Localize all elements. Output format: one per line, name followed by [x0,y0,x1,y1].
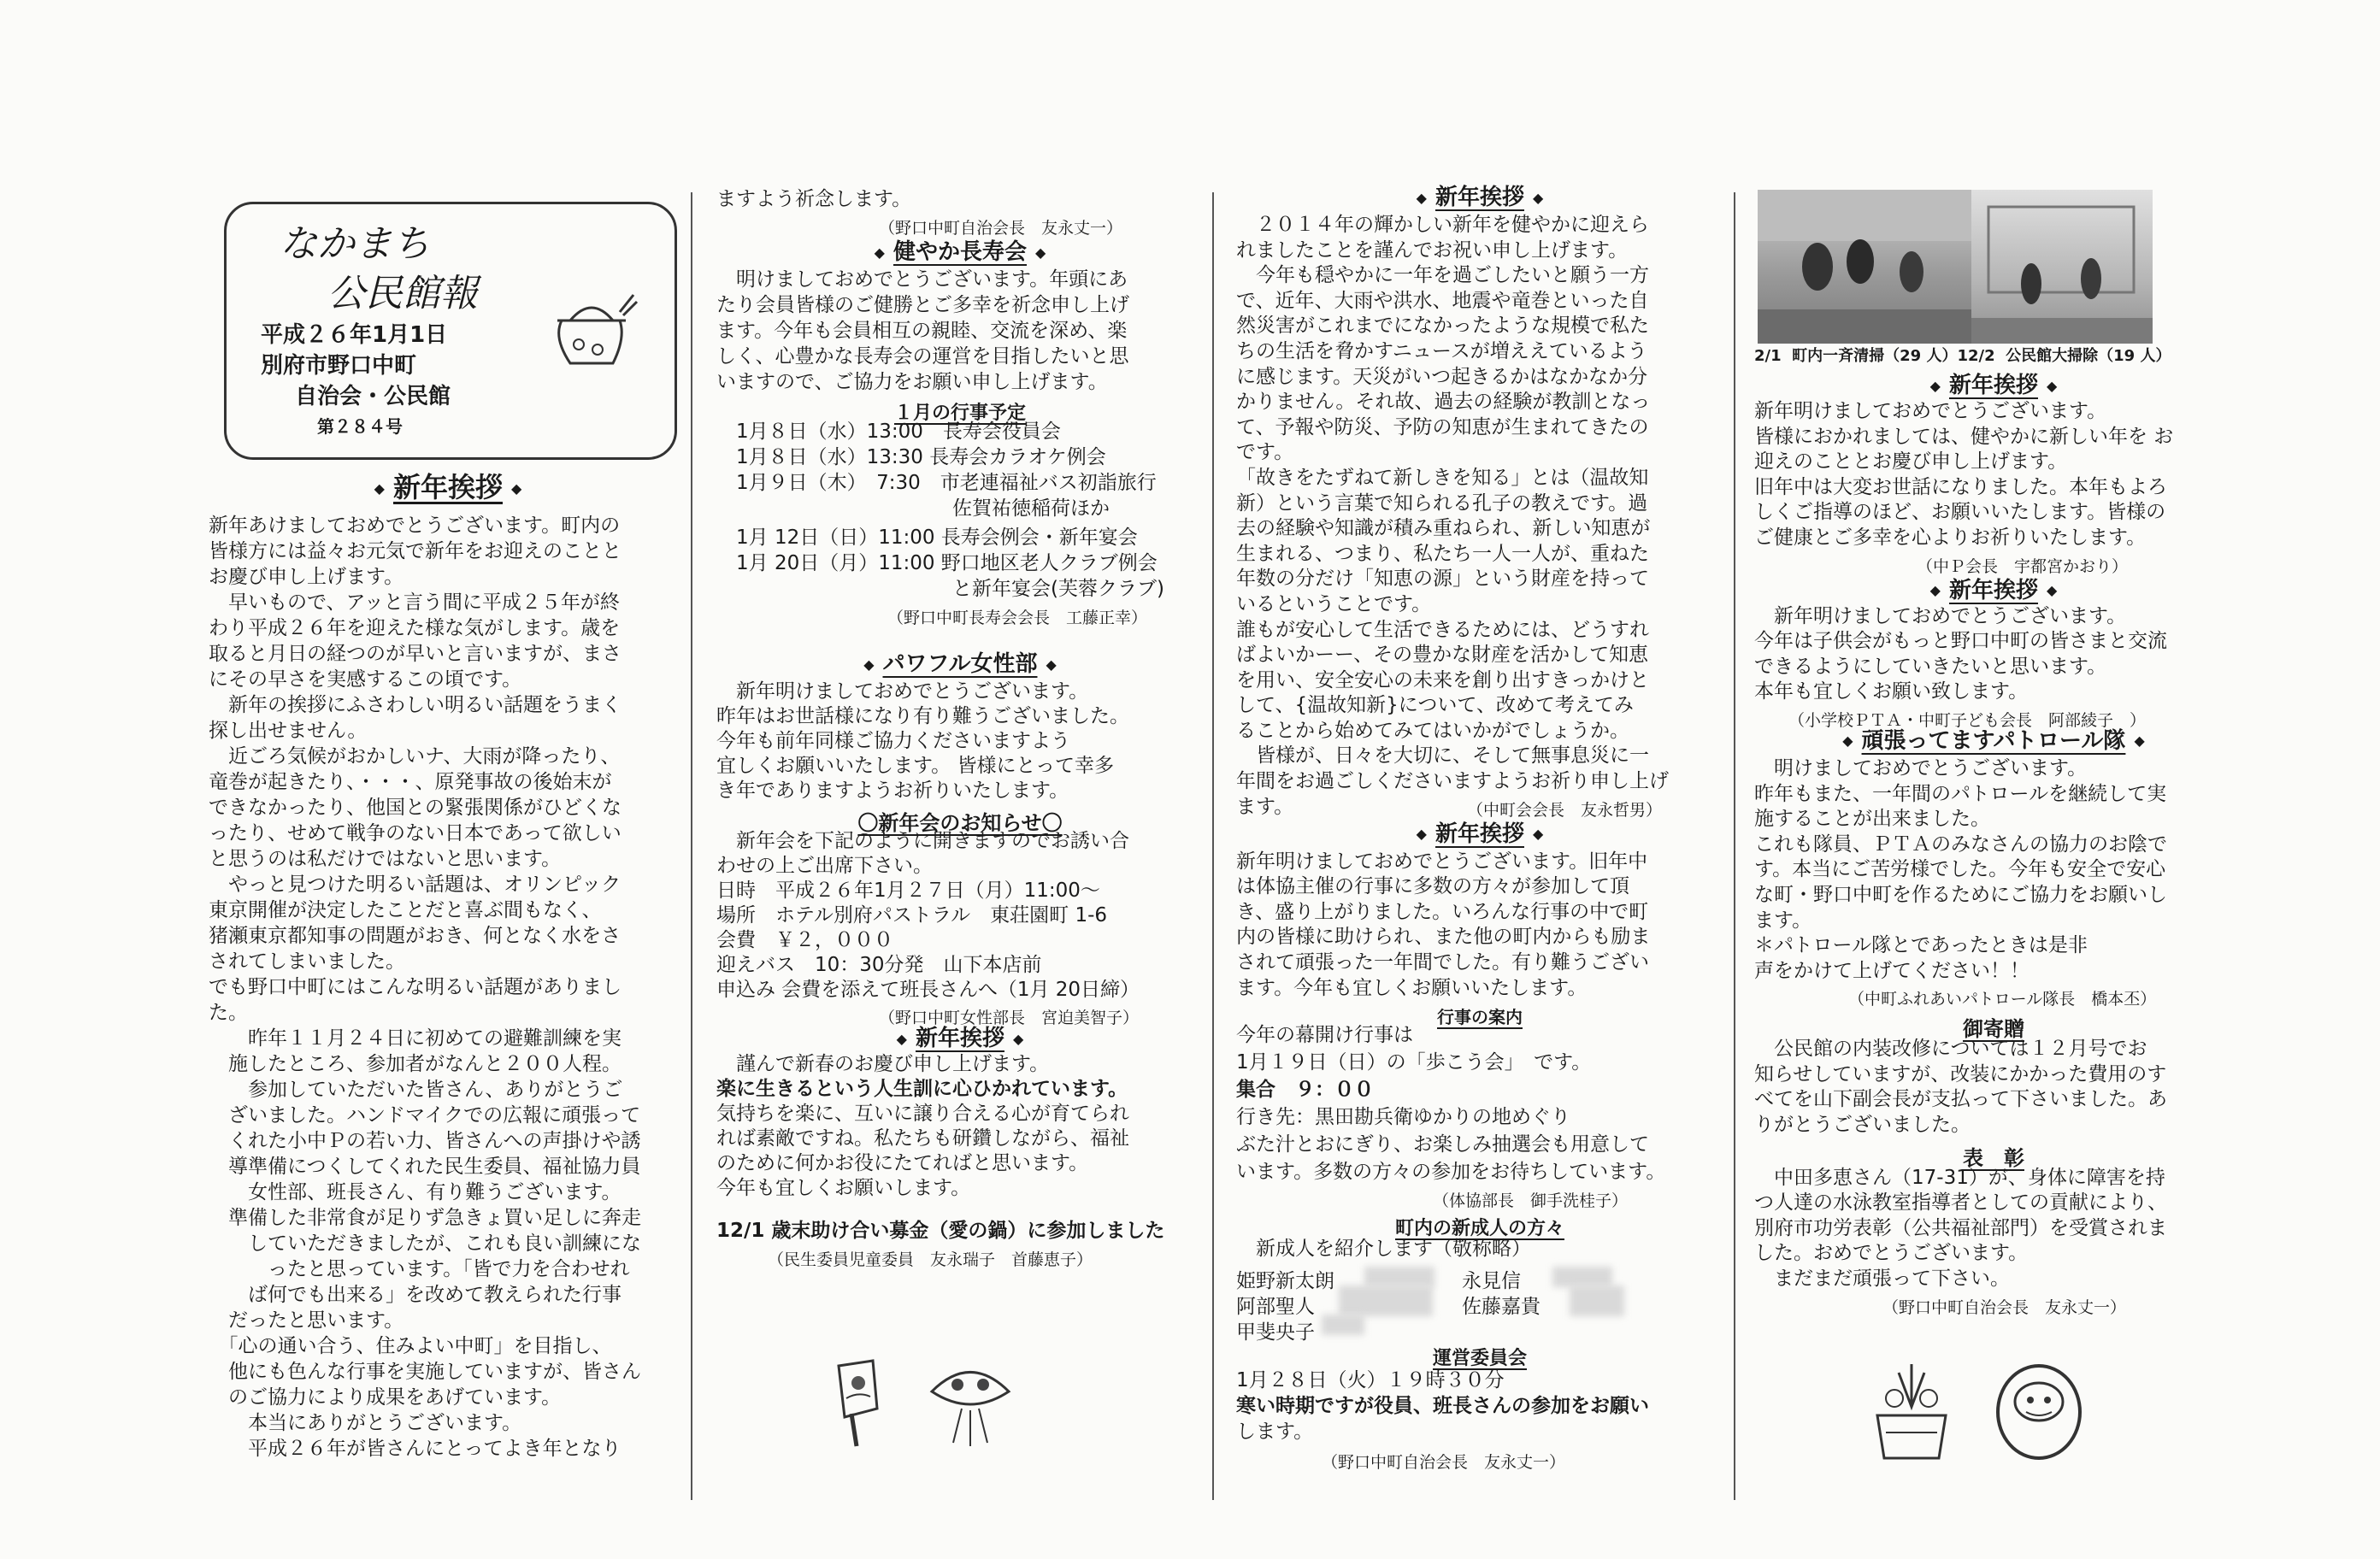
column-4 [1754,349,2233,1321]
text-line: だったと思います。 [209,1309,404,1332]
text-line: 猪瀬東京都知事の問題がおき、何となく水をさ [209,925,622,947]
signature: （野口中町自治会長 友永丈一） [879,219,1123,238]
masthead-title-2: 公民館報 [327,272,478,315]
text-line: 新年あけましておめでとうございます。町内の [209,515,621,537]
text-line: しくご指導のほど、お願いいたします。皆様の [1754,501,2166,524]
column-2 [716,190,1204,1273]
text-line: 誰もが安心して生活できるためには、どうすれ [1236,618,1649,641]
text-line: ったと思っています。「皆で力を合わせれ [209,1258,630,1280]
text-line: 本当にありがとうございます。 [209,1412,522,1434]
text-line: き、盛り上がりました。いろんな行事の中で町 [1236,900,1649,923]
column-rule [691,192,692,1500]
schedule-line: 佐賀祐徳稲荷ほか [716,497,1110,520]
text-line: れば素敵ですね。私たちも研鑽しながら、福祉 [716,1127,1129,1150]
text-line: ２０１４年の輝かしい新年を健やかに迎えら [1236,214,1649,236]
signature: （小学校ＰＴＡ・中町子ども会長 阿部綾子 ） [1788,710,2147,730]
text-line: しく、心豊かな長寿会の運営を目指したいと思 [716,345,1129,368]
redacted-box [1552,1267,1612,1287]
committee-title: 運営委員会 [1432,1348,1527,1370]
events-title: 行事の案内 [1437,1007,1523,1028]
text-line: 新年会を下記のように開きますのでお誘い合 [716,830,1129,852]
text-line: 場所 ホテル別府パストラル 東荘園町 1-6 [716,904,1108,927]
adult-name: 甲斐央子 [1236,1321,1315,1344]
text-line: 探し出せません。 [209,720,368,742]
column-rule [1212,192,1214,1500]
text-line: 新年明けましておめでとうございます。 [716,680,1089,703]
text-line: ばよいかーー、その豊かな財産を活かして知恵 [1236,644,1649,667]
text-line: 昨年もまた、一年間のパトロールを継続して実 [1754,782,2167,805]
text-line: 皆様方には益々お元気で新年をお迎えのことと [209,540,622,562]
column-1 [209,471,687,1465]
text-line: これも隊員、ＰＴＡのみなさんの協力のお陰で [1754,832,2167,856]
text-line: 新年明けましておめでとうございます。旧年中 [1236,850,1648,873]
text-line: 楽に生きるという人生訓に心ひかれています。 [716,1078,1128,1100]
text-line: 内の皆様に助けられ、また他の町内からも励ま [1236,926,1651,949]
text-line: まだまだ頑張って下さい。 [1754,1268,2010,1291]
text-line: 1月１９日（日）の「歩こう会」 です。 [1236,1051,1592,1074]
schedule-line: 1月９日（木） 7:30 市老連福祉バス初詣旅行 [716,472,1157,494]
text-line: 中田多恵さん（17-31）が、身体に障害を持 [1754,1166,2165,1189]
adult-name: 佐藤嘉貴 [1462,1296,1541,1319]
text-line: は体協主催の行事に多数の方々が参加して頂 [1236,875,1629,898]
text-line: くれた小中Ｐの若い力、皆さんへの声掛けや誘 [209,1130,641,1152]
text-line: た。 [209,1002,248,1024]
text-line: 迎えバス 10：30分発 山下本店前 [716,954,1042,976]
text-line: に感じます。天災がいつ起きるかはなかなか分 [1236,365,1648,388]
text-line: 今年も穏やかに一年を過ごしたいと願う一方 [1236,264,1649,287]
section-heading: ◆ 新年挨拶 ◆ [1416,185,1544,210]
text-line: ざいました。ハンドマイクでの広報に頑張って [209,1104,641,1127]
schedule-line: 1月８日（水）13:00 長寿会役員会 [716,421,1061,443]
text-line: 今年も前年同様ご協力くださいますよう [716,730,1070,752]
text-line: で、近年、大雨や洪水、地震や竜巻といった自 [1236,289,1649,312]
redacted-box [1570,1285,1624,1316]
text-line: ＊パトロール隊とであったときは是非 [1754,934,2088,957]
signature: （民生委員児童委員 友永瑞子 首藤恵子） [768,1250,1093,1269]
text-line: 東京開催が決定したことだと喜ぶ間もなく、 [209,899,602,921]
column-rule [1734,192,1735,1500]
section-heading: ◆ 健やか長寿会 ◆ [874,239,1046,265]
signature: （体協部長 御手洗桂子） [1433,1191,1629,1211]
text-line: 年間をお過ごしくださいますようお祈り申し上げ [1236,770,1669,793]
text-line: 導準備につくしてくれた民生委員、福祉協力員 [209,1156,641,1178]
text-line: き年でありますようお祈りいたします。 [716,780,1069,802]
text-line: 皆様が、日々を大切に、そして無事息災に一 [1236,744,1649,768]
cleanup-photo [1758,190,1971,344]
text-line: 皆様におかれましては、健やかに新しい年を お [1754,425,2174,448]
text-line: 竜巻が起きたり、・・・、原発事故の後始末が [209,771,612,793]
text-line: 行き先：黒田勘兵衛ゆかりの地めぐり [1236,1106,1570,1129]
text-line: 早いもので、アッと言う間に平成２５年が終 [209,591,620,614]
text-line: します。 [1236,1421,1314,1444]
column-3 [1236,186,1723,1475]
text-line: お慶び申し上げます。 [209,566,404,588]
text-line: いますので、ご協力をお願い申し上げます。 [716,371,1108,393]
section-heading: 表 彰 [1963,1145,2024,1170]
redacted-box [1364,1267,1434,1287]
text-line: かりません。それ故、過去の経験が教訓となっ [1236,391,1651,414]
text-line: ぶた汁とおにぎり、お楽しみ抽選会も用意して [1236,1133,1649,1156]
signature: （中町ふれあいパトロール隊長 橋本丕） [1848,990,2157,1009]
masthead-issue: 第２８４号 [317,416,403,437]
text-line: 生まれる、つまり、私たち一人一人が、重ねた [1236,542,1649,565]
text-line: 施することが出来ました。 [1754,808,1990,831]
text-line: できるようにしていきたいと思います。 [1754,655,2107,678]
text-line: す。本当にご苦労様でした。今年も安全で安心 [1754,858,2166,881]
text-line: のために何かお役にたてればと思います。 [716,1152,1089,1174]
text-line: 声をかけて上げてください！！ [1754,959,2029,982]
text-line: 「心の通い合う、住みよい中町」を目指し、 [209,1335,612,1357]
text-line: と思うのは私だけではないと思います。 [209,848,562,870]
daruma-icon [1992,1359,2086,1462]
text-line: 然災害がこれまでになかったような規模で私た [1236,315,1649,338]
text-line: ご健康とご多幸を心よりお祈りいたします。 [1754,526,2147,549]
text-line: 「故きをたずねて新しきを知る」とは（温故知 [1236,466,1649,489]
text-line: います。多数の方々の参加をお待ちしています。 [1236,1161,1666,1184]
text-line: 昨年はお世話様になり有り難うございました。 [716,705,1129,727]
text-line: にその早さを実感するこの頃です。 [209,668,522,691]
section-heading: 御寄贈 [1963,1017,2024,1042]
text-line: 1月２８日（火）１９時３０分 [1236,1369,1505,1392]
text-line: いるということです。 [1236,592,1432,615]
text-line: 準備した非常食が足りず急きょ買い足しに奔走 [209,1207,641,1229]
signature: （野口中町自治会長 友永丈一） [1322,1453,1566,1473]
text-line: 宜しくお願いいたします。 皆様にとって幸多 [716,755,1115,777]
text-line: 明けましておめでとうございます。年頭にあ [716,268,1128,291]
masthead-place: 別府市野口中町 [261,353,417,379]
text-line: 集合 ９：００ [1236,1079,1374,1102]
schedule-line: 1月 20日（月）11:00 野口地区老人クラブ例会 [716,552,1158,574]
text-line: です。 [1236,441,1294,464]
text-line: 取ると月日の経つのが早いと言いますが、まさ [209,643,622,665]
text-line: ます。 [1754,909,1812,932]
text-line: していただきましたが、これも良い訓練にな [209,1232,641,1255]
col1-heading: ◆ 新年挨拶 ◆ [374,471,522,503]
redacted-box [1322,1315,1364,1335]
text-line: れましたことを謹んでお祝い申し上げます。 [1236,238,1629,262]
text-line: のご協力により成果をあげています。 [209,1386,562,1409]
text-line: 新年明けましておめでとうございます。 [1754,604,2127,627]
section-heading: ◆ 新年挨拶 ◆ [1416,821,1544,847]
signature: （中Ｐ会長 宇都宮かおり） [1917,556,2129,576]
kite-icon [923,1357,1017,1451]
text-line: 他にも色んな行事を実施していますが、皆さん [209,1361,641,1383]
adult-name: 永見信 [1462,1270,1521,1293]
pot-icon [545,286,639,380]
text-line: して、{温故知新}について、改めて考えてみ [1236,694,1634,717]
text-line: 今年も宜しくお願いします。 [716,1177,971,1199]
section-heading: ◆ 頑張ってますパトロール隊 ◆ [1842,727,2145,754]
text-line: て、予報や防災、予防の知恵が生まれてきたの [1236,415,1649,438]
signature: （中町会会長 友永哲男） [1467,800,1663,820]
schedule-title: １月の行事予定 [893,403,1026,424]
schedule-line: 1月 12日（日）11:00 長寿会例会・新年宴会 [716,527,1138,549]
text-line: されてしまいました。 [209,950,405,973]
section-heading: ◆ パワフル女性部 ◆ [863,651,1057,677]
text-line: を用い、安全安心の未来を創り出すきっかけと [1236,668,1649,691]
text-line: わり平成２６年を迎えた様な気がします。歳を [209,617,621,639]
col1-body [209,516,687,1465]
event-line: 12/1 歳末助け合い募金（愛の鍋）に参加しました [716,1220,1165,1242]
text-line: 今年の幕開け行事は [1236,1024,1413,1047]
text-line: ちの生活を脅かすニュースが増ええているよう [1236,339,1647,362]
text-line: つ人達の水泳教室指導者としての貢献により、 [1754,1191,2167,1215]
redacted-box [1339,1285,1433,1316]
notice-title: 〇新年会のお知らせ〇 [857,811,1063,835]
text-line: 年数の分だけ「知恵の源」という財産を持って [1236,568,1649,591]
text-line: 今年は子供会がもっと野口中町の皆さまと交流 [1754,630,2167,653]
text-line: 新成人を紹介します（敬称略） [1236,1238,1531,1261]
section-heading: ◆ 新年挨拶 ◆ [1929,577,2058,603]
masthead-date: 平成２６年1月1日 [261,322,448,348]
adult-name: 姫野新太朗 [1236,1270,1334,1293]
text-line: りがとうございました。 [1754,1114,1971,1137]
masthead [224,202,677,460]
text-line: できなかったり、他国との緊張関係がひどくな [209,797,622,819]
text-line: べてを山下副会長が支払って下さいました。あ [1754,1088,2167,1111]
text-line: な町・野口中町を作るためにご協力をお願いし [1754,883,2167,906]
text-line: されて頑張った一年間でした。有り難うござい [1236,951,1649,974]
text-line: ます。今年も会員相互の親睦、交流を深め、楽 [716,320,1128,342]
text-line: 迎えのこととお慶び申し上げます。 [1754,450,2068,474]
section-heading: ◆ 新年挨拶 ◆ [1929,373,2058,398]
text-line: 旧年中は大変お世話になりました。本年もよろ [1754,475,2167,498]
hall-cleaning-photo [1971,190,2153,344]
text-line: 申込み 会費を添えて班長さんへ（1月 20日締） [716,979,1140,1001]
text-line: 寒い時期ですが役員、班長さんの参加をお願い [1236,1395,1649,1418]
text-line: ることから始めてみてはいかがでしょうか。 [1236,719,1629,742]
text-line: やっと見つけた明るい話題は、オリンピック [209,874,622,896]
text-line: 日時 平成２６年1月２７日（月）11:00～ [716,880,1100,902]
text-line: 去の経験や知識が積み重ねられ、新しい知恵が [1236,517,1651,540]
text-line: ます。今年も宜しくお願いいたします。 [1236,976,1588,999]
masthead-title-1: なかまち [280,222,430,266]
text-line: ったり、せめて戦争のない日本であって欲しい [209,822,622,844]
text-line: わせの上ご出席下さい。 [716,855,933,877]
text-line: 新）という言葉で知られる孔子の教えです。過 [1236,491,1648,515]
text-line: 別府市功労表彰（公共福祉部門）を受賞されま [1754,1216,2167,1239]
text-line: 参加していただいた皆さん、ありがとうご [209,1079,623,1101]
text-line: した。おめでとうございます。 [1754,1242,2029,1265]
text-line: 公民館の内装改修については１２月号でお [1754,1038,2147,1061]
text-line: 本年も宜しくお願い致します。 [1754,680,2029,703]
text-line: 施したところ、参加者がなんと２００人程。 [209,1053,622,1075]
text-line: ます。 [1236,795,1294,818]
adults-list [1236,1265,1723,1344]
pine-decoration-icon [1860,1356,1963,1467]
text-line: 女性部、班長さん、有り難うございます。 [209,1181,622,1203]
text-line: 昨年１１月２４日に初めての避難訓練を実 [209,1027,622,1050]
text-line: 会費 ￥２，０００ [716,929,893,951]
text-line: 新年明けましておめでとうございます。 [1754,400,2107,422]
photo-caption: 2/1 町内一斉清掃（29 人）12/2 公民館大掃除（19 人） [1754,347,2171,365]
adult-name: 阿部聖人 [1236,1296,1315,1319]
signature: （野口中町女性部長 宮迫美智子） [879,1009,1140,1027]
text-line: たり会員皆様のご健勝とご多幸を祈念申し上げ [716,294,1129,316]
text-line: 知らせしていますが、改装にかかった費用のす [1754,1062,2167,1085]
text-line: 近ごろ気候がおかしいナ、大雨が降ったり、 [209,745,621,768]
text-line: 気持ちを楽に、互いに譲り合える心が育てられ [716,1103,1129,1125]
text-line: 平成２６年が皆さんにとってよき年となり [209,1438,622,1460]
masthead-org: 自治会・公民館 [295,384,451,409]
schedule-line: 1月８日（水）13:30 長寿会カラオケ例会 [716,446,1106,468]
adults-title: 町内の新成人の方々 [1394,1218,1564,1240]
text-line: 謹んで新春のお慶び申し上げます。 [716,1053,1050,1075]
text-line: 新年の挨拶にふさわしい明るい話題をうまく [209,694,622,716]
section-heading: ◆ 新年挨拶 ◆ [896,1026,1024,1051]
text-line: ば何でも出来る」を改めて教えられた行事 [209,1284,622,1306]
hagoita-icon [826,1357,886,1451]
signature: （野口中町長寿会会長 工藤正幸） [887,609,1148,627]
schedule-line: と新年宴会(芙蓉クラブ) [716,578,1164,600]
signature: （野口中町自治会長 友永丈一） [1882,1297,2127,1317]
text-line: 明けましておめでとうございます。 [1754,756,2088,780]
text-line: でも野口中町にはこんな明るい話題がありまし [209,976,622,998]
text-line: ますよう祈念します。 [716,188,912,210]
